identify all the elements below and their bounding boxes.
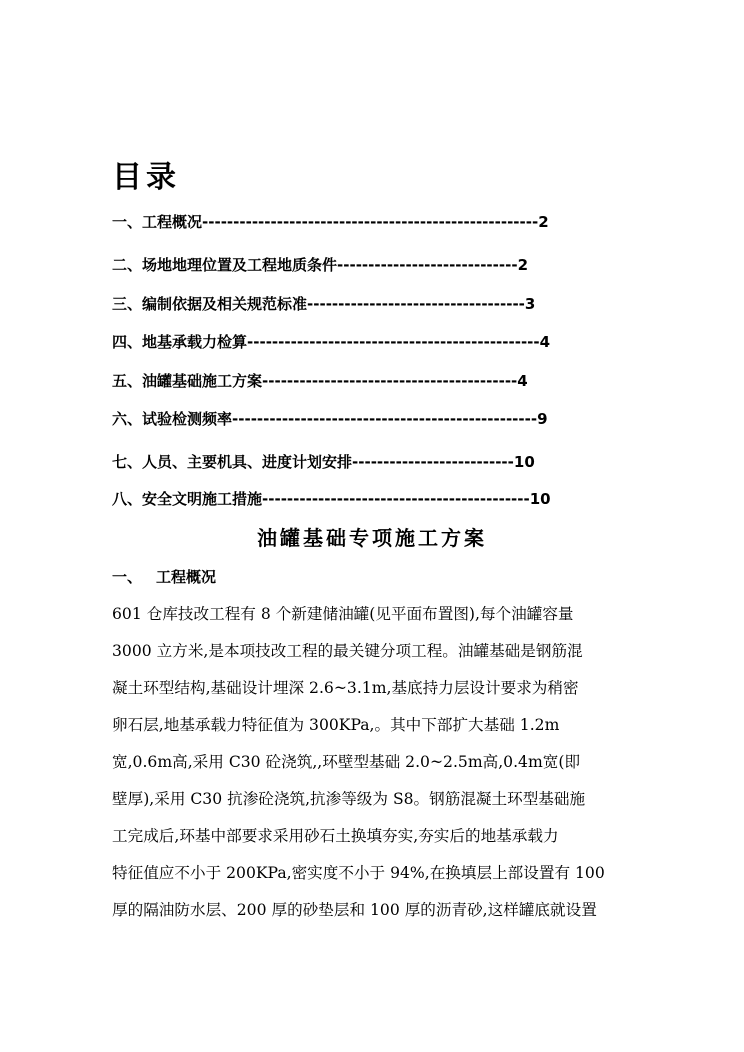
- toc-entry-leader: -------------------------------------------------: [232, 410, 538, 428]
- toc-entry[interactable]: [112, 407, 548, 431]
- toc-entry-title: 七、人员、主要机具、进度计划安排: [112, 453, 353, 471]
- toc-entry-page: 4: [517, 372, 528, 390]
- toc-entry-page: 4: [539, 333, 551, 351]
- toc-entry-page: 2: [538, 213, 549, 231]
- toc-heading: 目录: [112, 160, 180, 195]
- toc-entry[interactable]: [112, 487, 551, 511]
- toc-entry-page: 10: [513, 453, 535, 471]
- section-number: 一、: [112, 568, 143, 586]
- body-line: 601 仓库技改工程有 8 个新建储油罐(见平面布置图),每个油罐容量: [112, 605, 574, 623]
- body-line: 厚的隔油防水层、200 厚的砂垫层和 100 厚的沥青砂,这样罐底就设置: [112, 901, 597, 919]
- toc-entry-leader: ------------------------------------------------------: [202, 213, 539, 231]
- toc-entry-page: 10: [529, 490, 551, 508]
- toc-entry[interactable]: [112, 450, 535, 474]
- body-line: 凝土环型结构,基础设计埋深 2.6~3.1m,基底持力层设计要求为稍密: [112, 679, 579, 697]
- toc-entry[interactable]: [112, 330, 550, 354]
- body-line: 卵石层,地基承载力特征值为 300KPa,。其中下部扩大基础 1.2m: [112, 716, 560, 734]
- toc-entry-title: 三、编制依据及相关规范标准: [112, 295, 308, 313]
- toc-entry-page: 3: [524, 295, 536, 313]
- section-title: 工程概况: [156, 568, 217, 586]
- body-line: 3000 立方米,是本项技改工程的最关键分项工程。油罐基础是钢筋混: [112, 642, 583, 660]
- toc-entry-title: 四、地基承载力检算: [112, 333, 248, 351]
- toc-entry[interactable]: [112, 253, 528, 277]
- section-body: [112, 596, 632, 929]
- section-heading: [112, 566, 216, 587]
- toc-entry-page: 9: [537, 410, 548, 428]
- document-title: 油罐基础专项施工方案: [257, 526, 487, 550]
- toc-entry-leader: -------------------------------------------: [262, 490, 530, 508]
- toc-entry-leader: -----------------------------------------: [262, 372, 518, 390]
- toc-entry[interactable]: [112, 210, 549, 234]
- toc-entry-title: 五、油罐基础施工方案: [112, 372, 263, 390]
- toc-entry[interactable]: [112, 369, 528, 393]
- toc-entry-title: 八、安全文明施工措施: [112, 490, 263, 508]
- toc-entry-leader: -----------------------------: [337, 256, 518, 274]
- body-line: 特征值应不小于 200KPa,密实度不小于 94%,在换填层上部设置有 100: [112, 864, 605, 882]
- body-line: 宽,0.6m高,采用 C30 砼浇筑,,环壁型基础 2.0~2.5m高,0.4m宽(即: [112, 753, 581, 771]
- toc-entry-leader: -----------------------------------------------: [247, 333, 540, 351]
- toc-entry-leader: --------------------------: [352, 453, 514, 471]
- toc-entry-title: 二、场地地理位置及工程地质条件: [112, 256, 338, 274]
- body-line: 工完成后,环基中部要求采用砂石土换填夯实,夯实后的地基承载力: [112, 827, 559, 845]
- toc-entry-leader: -----------------------------------: [307, 295, 525, 313]
- toc-entry-title: 一、工程概况: [112, 213, 203, 231]
- toc-entry-page: 2: [517, 256, 528, 274]
- toc-entry[interactable]: [112, 292, 535, 316]
- body-line: 壁厚),采用 C30 抗渗砼浇筑,抗渗等级为 S8。钢筋混凝土环型基础施: [112, 790, 586, 808]
- toc-entry-title: 六、试验检测频率: [112, 410, 233, 428]
